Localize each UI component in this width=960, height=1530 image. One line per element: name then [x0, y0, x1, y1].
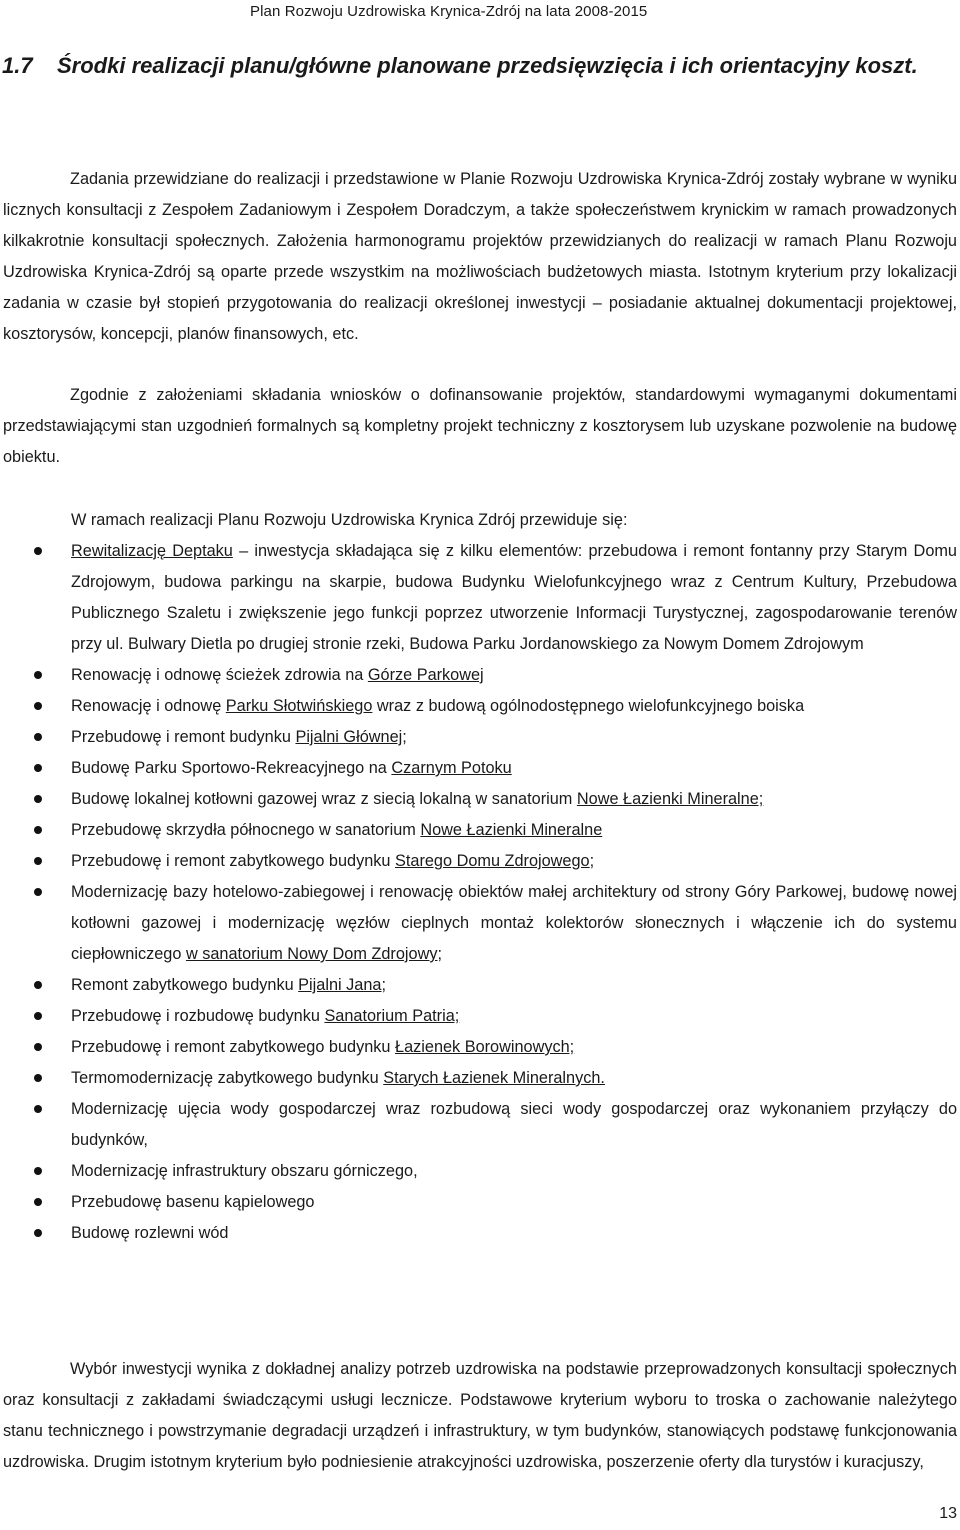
section-title: Środki realizacji planu/główne planowane przedsięwzięcia i ich orientacyjny koszt. [57, 53, 918, 78]
page-number: 13 [939, 1505, 957, 1522]
bullet-icon [34, 1105, 42, 1113]
item-text-underlined: w sanatorium Nowy Dom Zdrojowy; [185, 945, 443, 963]
running-header: Plan Rozwoju Uzdrowiska Krynica-Zdrój na lata 2008-2015 [250, 3, 648, 20]
item-text-underlined: Czarnym Potoku [391, 759, 512, 777]
list-item [0, 660, 960, 691]
list-item [0, 691, 960, 722]
list-item [0, 1001, 960, 1032]
list-item [0, 1156, 960, 1187]
item-text-post: – inwestycja składająca się z kilku elementów: przebudowa i remont fontanny przy Starym Domu Zdrojowym, budowa parkingu na skarpie, budowa Budynku Wielofunkcyjnego wraz z Centrum Kultury, Przebudowa Publicznego Szaletu i zwiększenie jego funkcji poprzez utworzenie Informacji Turystycznej, zagospodarowanie terenów przy ul. Bulwary Dietla po drugiej stronie rzeki, Budowa Parku Jordanowskiego za Nowym Domem Zdrojowym [71, 542, 957, 653]
item-text-underlined: Nowe Łazienki Mineralne [420, 821, 603, 839]
item-text-pre: Przebudowę i remont budynku [71, 728, 296, 746]
bullet-icon [34, 1167, 42, 1175]
bullet-icon [34, 1074, 42, 1082]
bullet-icon [34, 1043, 42, 1051]
list-item [0, 1187, 960, 1218]
list-item [0, 722, 960, 753]
bullet-icon [34, 764, 42, 772]
list-item [0, 536, 960, 660]
section-number: 1.7 [2, 53, 33, 78]
investment-list [0, 536, 960, 1249]
item-text-underlined: Sanatorium Patria; [324, 1007, 460, 1025]
item-text-underlined: Pijalni Jana; [298, 976, 386, 994]
item-text-underlined: Łazienek Borowinowych; [395, 1038, 575, 1056]
list-item [0, 815, 960, 846]
item-text-underlined: Pijalni Głównej [295, 728, 403, 746]
item-text-pre: Budowę Parku Sportowo-Rekreacyjnego na [71, 759, 392, 777]
item-text-pre: Modernizację bazy hotelowo-zabiegowej i renowację obiektów małej architektury od strony Góry Parkowej, budowę nowej kotłowni gazowej i modernizację węzłów cieplnych montaż kolektorów słonecznych i włączenie ich do systemu ciepłowniczego [71, 883, 957, 963]
list-item [0, 1094, 960, 1156]
item-text-pre: Przebudowę i remont zabytkowego budynku [71, 1038, 396, 1056]
item-text-pre: Termomodernizację zabytkowego budynku [71, 1069, 384, 1087]
item-text-pre: Przebudowę i rozbudowę budynku [71, 1007, 325, 1025]
item-text-post: ; [402, 728, 407, 746]
list-item [0, 1032, 960, 1063]
list-item [0, 877, 960, 970]
bullet-icon [34, 547, 42, 555]
bullet-icon [34, 1229, 42, 1237]
item-text-underlined: Nowe Łazienki Mineralne; [576, 790, 764, 808]
bullet-icon [34, 857, 42, 865]
list-item [0, 1218, 960, 1249]
bullet-icon [34, 981, 42, 989]
bullet-icon [34, 671, 42, 679]
item-text-underlined: Górze Parkowej [367, 666, 484, 684]
bullet-icon [34, 826, 42, 834]
list-item [0, 970, 960, 1001]
item-text-pre: Modernizację infrastruktury obszaru górniczego, [71, 1162, 418, 1180]
paragraph-formal-requirements: Zgodnie z założeniami składania wniosków o dofinansowanie projektów, standardowymi wymaganymi dokumentami przedstawiającymi stan uzgodnień formalnych są kompletny projekt techniczny z kosztorysem lub uzyskane pozwolenie na budowę obiektu. [3, 386, 957, 466]
item-text-underlined: Starych Łazienek Mineralnych. [383, 1069, 605, 1087]
paragraph-selection-criteria: Zadania przewidziane do realizacji i przedstawione w Planie Rozwoju Uzdrowiska Krynica-Zdrój zostały wybrane w wyniku licznych konsultacji z Zespołem Zadaniowym i Zespołem Doradczym, a także społeczeństwem krynickim w ramach prowadzonych kilkakrotnie konsultacji społecznych. Założenia harmonogramu projektów przewidzianych do realizacji w ramach Planu Rozwoju Uzdrowiska Krynica-Zdrój są oparte przede wszystkim na możliwościach budżetowych miasta. Istotnym kryterium przy lokalizacji zadania w czasie był stopień przygotowania do realizacji określonej inwestycji – posiadanie aktualnej dokumentacji projektowej, kosztorysów, koncepcji, planów finansowych, etc. [3, 170, 957, 343]
item-text-pre: Budowę rozlewni wód [71, 1224, 229, 1242]
item-text-underlined: Rewitalizację Deptaku [71, 542, 233, 560]
bullet-icon [34, 888, 42, 896]
item-text-pre: Przebudowę basenu kąpielowego [71, 1193, 315, 1211]
bullet-icon [34, 1198, 42, 1206]
paragraph-investment-choice: Wybór inwestycji wynika z dokładnej analizy potrzeb uzdrowiska na podstawie przeprowadzonych konsultacji społecznych oraz konsultacji z zakładami świadczącymi usługi lecznicze. Podstawowe kryterium wyboru to troska o zachowanie należytego stanu technicznego i powstrzymanie degradacji urządzeń i infrastruktury, w tym budynków, stanowiących podstawę funkcjonowania uzdrowiska. Drugim istotnym kryterium było podniesienie atrakcyjności uzdrowiska, poszerzenie oferty dla turystów i kuracjuszy, [3, 1360, 957, 1471]
bullet-icon [34, 795, 42, 803]
item-text-post: wraz z budową ogólnodostępnego wielofunkcyjnego boiska [372, 697, 805, 715]
list-item [0, 784, 960, 815]
item-text-pre: Przebudowę i remont zabytkowego budynku [71, 852, 396, 870]
bullet-icon [34, 702, 42, 710]
item-text-underlined: Starego Domu Zdrojowego [395, 852, 590, 870]
list-item [0, 1063, 960, 1094]
item-text-pre: Przebudowę skrzydła północnego w sanatorium [71, 821, 421, 839]
section-heading [0, 44, 960, 88]
item-text-underlined: Parku Słotwińskiego [225, 697, 373, 715]
list-item [0, 846, 960, 877]
bullet-icon [34, 733, 42, 741]
item-text-pre: Budowę lokalnej kotłowni gazowej wraz z siecią lokalną w sanatorium [71, 790, 577, 808]
list-intro: W ramach realizacji Planu Rozwoju Uzdrowiska Krynica Zdrój przewiduje się: [71, 511, 628, 529]
item-text-post: ; [589, 852, 595, 870]
item-text-pre: Modernizację ujęcia wody gospodarczej wraz rozbudową sieci wody gospodarczej oraz wykonaniem przyłączy do budynków, [71, 1100, 957, 1149]
list-item [0, 753, 960, 784]
item-text-pre: Renowację i odnowę ścieżek zdrowia na [71, 666, 368, 684]
item-text-pre: Renowację i odnowę [71, 697, 226, 715]
item-text-pre: Remont zabytkowego budynku [71, 976, 299, 994]
bullet-icon [34, 1012, 42, 1020]
